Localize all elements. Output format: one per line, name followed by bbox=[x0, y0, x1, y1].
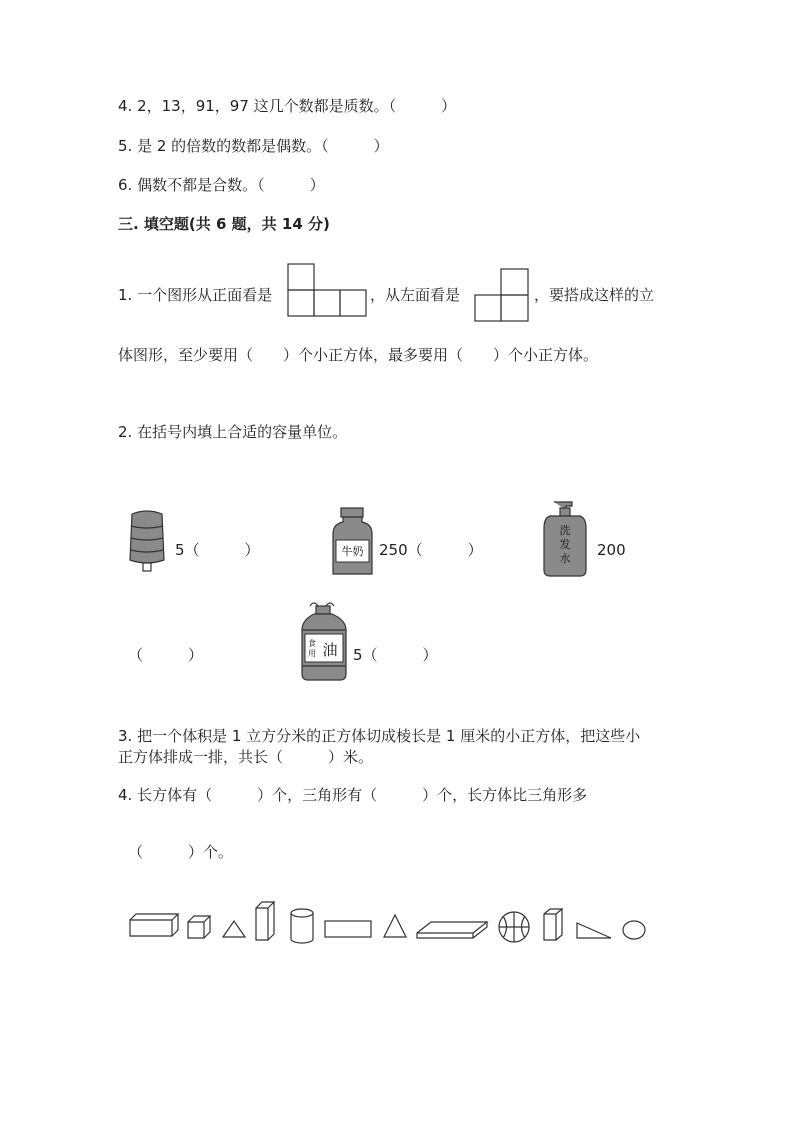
tf-question-6: 6. 偶数不都是合数。（ ） bbox=[118, 176, 325, 194]
shampoo-label-3: 水 bbox=[559, 552, 571, 565]
shapes-row bbox=[128, 900, 653, 948]
cylinder-shape bbox=[291, 909, 313, 943]
section-title: 三. 填空题(共 6 题，共 14 分) bbox=[118, 215, 330, 233]
tf-question-5: 5. 是 2 的倍数的数都是偶数。（ ） bbox=[118, 137, 389, 155]
rectangle-shape bbox=[325, 921, 371, 937]
oil-label-big: 油 bbox=[322, 641, 338, 659]
triangle-shape-1 bbox=[223, 921, 245, 937]
q1-part2: ，从左面看是 bbox=[370, 286, 461, 304]
cube-shape bbox=[188, 916, 210, 938]
shampoo-bottle-icon bbox=[540, 500, 590, 578]
q3-line2: 正方体排成一排，共长（ ）米。 bbox=[118, 748, 374, 766]
triangle-shape-2 bbox=[384, 915, 406, 937]
tf-question-4: 4. 2，13，91，97 这几个数都是质数。（ ） bbox=[118, 97, 457, 115]
oil-label-small-1: 食 bbox=[308, 639, 316, 648]
q3-line1: 3. 把一个体积是 1 立方分米的正方体切成棱长是 1 厘米的小正方体，把这些小 bbox=[118, 727, 641, 745]
front-view-figure bbox=[287, 263, 367, 317]
cuboid-medium-shape bbox=[544, 909, 562, 940]
shampoo-label-2: 发 bbox=[559, 538, 571, 551]
q2-text: 2. 在括号内填上合适的容量单位。 bbox=[118, 423, 348, 441]
milk-label: 牛奶 bbox=[341, 545, 364, 558]
milk-bottle-icon bbox=[330, 506, 376, 578]
q4-line1: 4. 长方体有（ ）个，三角形有（ ）个，长方体比三角形多 bbox=[118, 786, 588, 804]
cuboid-tall-shape bbox=[256, 902, 274, 940]
q1-part1: 1. 一个图形从正面看是 bbox=[118, 286, 273, 304]
shampoo-label-1: 洗 bbox=[559, 524, 571, 537]
jug-answer: 5（ ） bbox=[175, 541, 260, 559]
triangle-shape-3 bbox=[577, 923, 611, 938]
oil-answer: 5（ ） bbox=[353, 646, 438, 664]
q1-part3: ，要搭成这样的立 bbox=[534, 286, 655, 304]
cuboid-long-shape bbox=[130, 914, 178, 936]
water-jug-icon bbox=[126, 508, 170, 576]
oil-bottle-icon bbox=[300, 600, 348, 682]
q4-line2: （ ）个。 bbox=[128, 843, 234, 861]
shampoo-unit-blank: （ ） bbox=[128, 646, 204, 664]
oil-label-small-2: 用 bbox=[308, 649, 316, 658]
q1-line2: 体图形，至少要用（ ）个小正方体，最多要用（ ）个小正方体。 bbox=[118, 346, 599, 364]
milk-answer: 250（ ） bbox=[379, 541, 483, 559]
ellipse-shape bbox=[623, 921, 645, 939]
left-view-figure bbox=[474, 268, 530, 322]
shampoo-answer: 200 bbox=[597, 541, 626, 559]
cuboid-flat-shape bbox=[417, 922, 487, 938]
ball-shape bbox=[499, 912, 529, 942]
